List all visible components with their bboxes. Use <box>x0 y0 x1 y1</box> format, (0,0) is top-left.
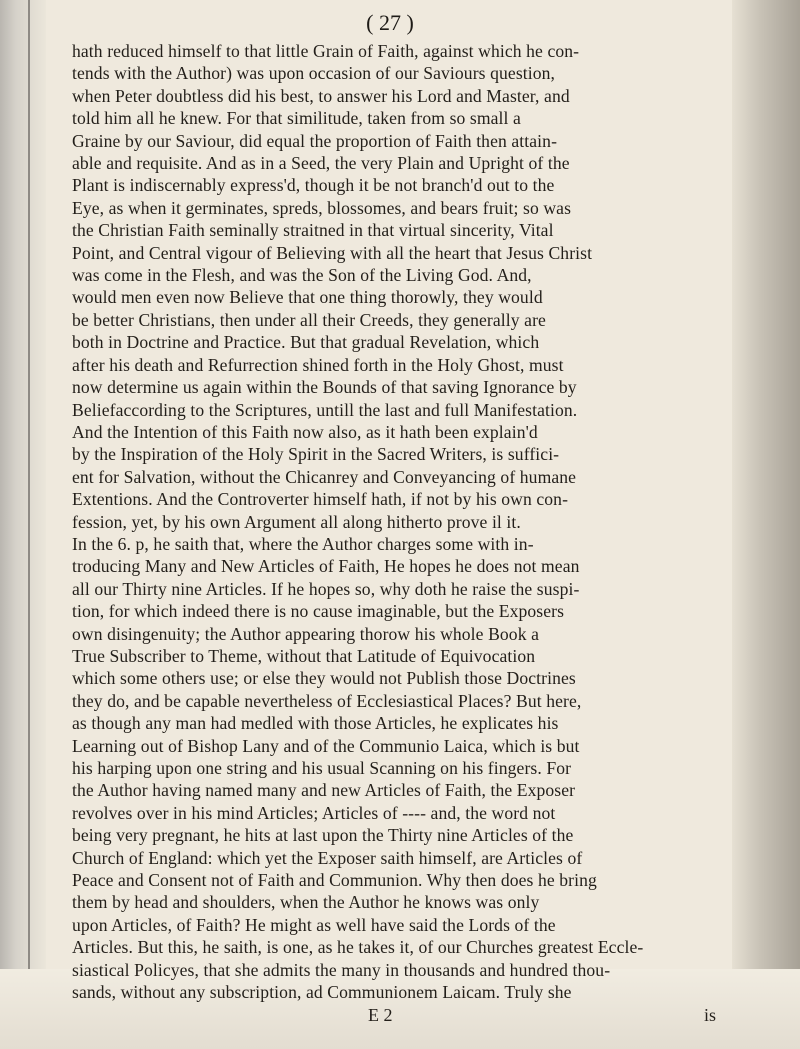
page-footer <box>48 1005 732 1029</box>
text-line: told him all he knew. For that similitude, taken from so small a <box>72 108 521 129</box>
text-line: True Subscriber to Theme, without that Latitude of Equivocation <box>72 645 536 666</box>
text-line: when Peter doubtless did his best, to answer his Lord and Master, and <box>72 85 570 106</box>
text-line: Church of England: which yet the Exposer saith himself, are Articles of <box>72 847 583 868</box>
text-line: being very pregnant, he hits at last upon the Thirty nine Articles of the <box>72 825 574 846</box>
text-line: would men even now Believe that one thing thorowly, they would <box>72 287 543 308</box>
text-line: And the Intention of this Faith now also, as it hath been explain'd <box>72 421 538 442</box>
text-line: able and requisite. And as in a Seed, the very Plain and Upright of the <box>72 153 570 174</box>
text-line: Graine by our Saviour, did equal the proportion of Faith then attain- <box>72 130 558 151</box>
text-line: own disingenuity; the Author appearing thorow his whole Book a <box>72 623 539 644</box>
text-line: fession, yet, by his own Argument all along hitherto prove il it. <box>72 511 521 532</box>
text-line: In the 6. p, he saith that, where the Author charges some with in- <box>72 533 534 554</box>
text-line: Extentions. And the Controverter himself hath, if not by his own con- <box>72 489 569 510</box>
text-line: hath reduced himself to that little Grain of Faith, against which he con- <box>72 41 580 61</box>
text-line: be better Christians, then under all their Creeds, they generally are <box>72 309 546 330</box>
text-line: them by head and shoulders, when the Author he knows was only <box>72 892 540 913</box>
text-line: Articles. But this, he saith, is one, as he takes it, of our Churches greatest Eccle- <box>72 937 644 958</box>
text-line: Eye, as when it germinates, spreds, blossomes, and bears fruit; so was <box>72 197 572 218</box>
text-line: the Christian Faith seminally straitned in that virtual sincerity, Vital <box>72 220 554 241</box>
text-line: sands, without any subscription, ad Communionem Laicam. Truly she <box>72 982 572 1003</box>
binding-edge <box>28 0 30 1049</box>
text-line: by the Inspiration of the Holy Spirit in the Sacred Writers, is suffici- <box>72 444 560 465</box>
text-line: Learning out of Bishop Lany and of the Communio Laica, which is but <box>72 735 580 756</box>
text-line: which some others use; or else they would not Publish those Doctrines <box>72 668 576 689</box>
text-line: all our Thirty nine Articles. If he hopes so, why doth he raise the suspi- <box>72 578 580 599</box>
text-line: revolves over in his mind Articles; Articles of ---- and, the word not <box>72 802 556 823</box>
text-line: tion, for which indeed there is no cause imaginable, but the Exposers <box>72 601 565 622</box>
text-line: Plant is indiscernably express'd, though it be not branch'd out to the <box>72 175 555 196</box>
body-text <box>48 40 732 1003</box>
text-line: upon Articles, of Faith? He might as well have said the Lords of the <box>72 914 556 935</box>
text-line: they do, and be capable nevertheless of Ecclesiastical Places? But here, <box>72 690 582 711</box>
text-line: Point, and Central vigour of Believing with all the heart that Jesus Christ <box>72 242 593 263</box>
catchword: is <box>703 1005 716 1026</box>
document-page <box>48 10 732 1045</box>
text-line: siastical Policyes, that she admits the many in thousands and hundred thou- <box>72 959 611 980</box>
text-line: both in Doctrine and Practice. But that gradual Revelation, which <box>72 332 540 353</box>
page-edge-right <box>732 0 800 1049</box>
signature-mark: E 2 <box>368 1005 393 1026</box>
text-line: the Author having named many and new Articles of Faith, the Exposer <box>72 780 576 801</box>
text-line: his harping upon one string and his usual Scanning on his fingers. For <box>72 758 572 778</box>
text-line: Peace and Consent not of Faith and Communion. Why then does he bring <box>72 870 597 891</box>
page-number: ( 27 ) <box>366 10 414 35</box>
book-gutter <box>0 0 46 1049</box>
text-line: was come in the Flesh, and was the Son of the Living God. And, <box>72 265 532 286</box>
text-line: after his death and Refurrection shined forth in the Holy Ghost, must <box>72 354 564 375</box>
text-line: tends with the Author) was upon occasion of our Saviours question, <box>72 63 556 84</box>
text-line: as though any man had medled with those Articles, he explicates his <box>72 713 559 734</box>
text-line: now determine us again within the Bounds of that saving Ignorance by <box>72 377 577 398</box>
text-line: Beliefaccording to the Scriptures, untill the last and full Manifestation. <box>72 399 578 420</box>
text-line: ent for Salvation, without the Chicanrey and Conveyancing of humane <box>72 466 577 487</box>
text-line: troducing Many and New Articles of Faith, He hopes he does not mean <box>72 556 580 577</box>
